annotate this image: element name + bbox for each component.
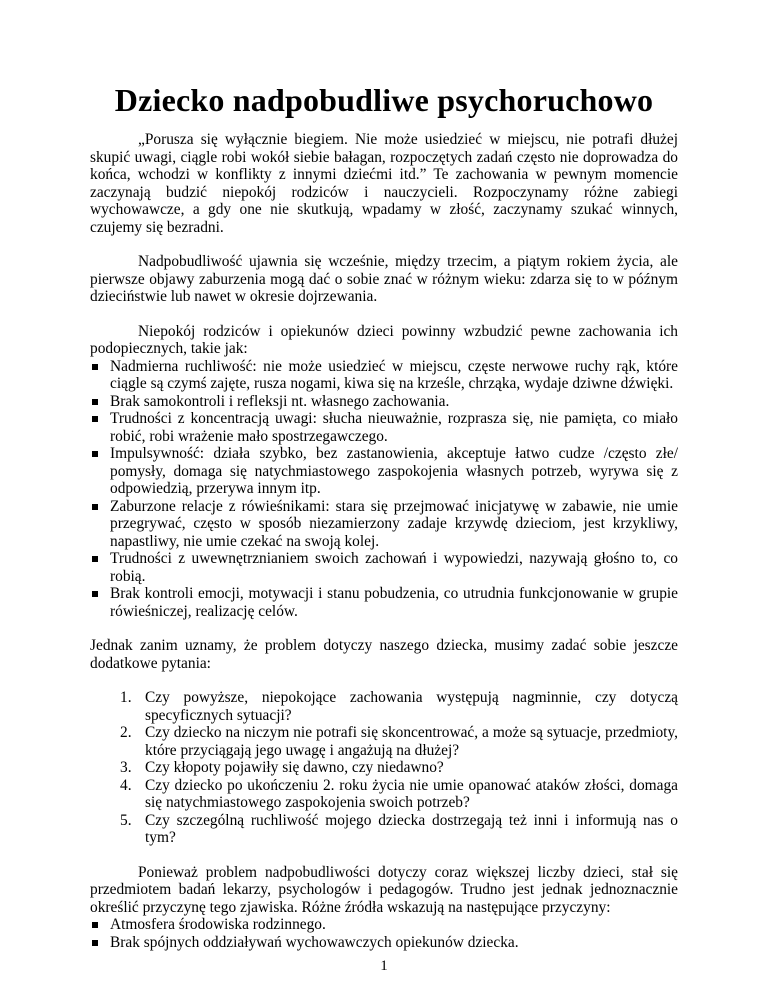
list-item xyxy=(90,689,678,724)
causes-intro-paragraph: Ponieważ problem nadpobudliwości dotyczy coraz większej liczby dzieci, stał się przedmiotem badań lekarzy, psychologów i pedagogów. Trudno jest jednak jednoznacznie określić przyczynę tego zjawiska. Różne źródła wskazują na następujące przyczyny: xyxy=(90,863,678,916)
questions-intro-paragraph: Jednak zanim uznamy, że problem dotyczy naszego dziecka, musimy zadać sobie jeszcze dodatkowe pytania: xyxy=(90,637,678,672)
intro-paragraph: „Porusza się wyłącznie biegiem. Nie może usiedzieć w miejscu, nie potrafi dłużej skupić uwagi, ciągle robi wokół siebie bałagan, rozpoczętych zadań często nie doprowadza do końca, wchodzi w konflikty z innymi dziećmi itd.” Te zachowania w pewnym momencie zaczynają budzić niepokój rodziców i nauczycieli. Rozpoczynamy różne zabiegi wychowawcze, a gdy one nie skutkują, wpadamy w złość, zaczynamy szukać winnych, czujemy się bezradni. xyxy=(90,131,678,236)
list-item: Impulsywność: działa szybko, bez zastanowienia, akceptuje łatwo cudze /często złe/ pomysły, domaga się natychmiastowego zaspokojenia własnych potrzeb, wyrywa się z odpowiedzią, przerywa innym itp. xyxy=(90,445,678,498)
list-item xyxy=(90,812,678,847)
document-body xyxy=(90,131,678,951)
question-text: Czy dziecko po ukończeniu 2. roku życia nie umie opanować ataków złości, domaga się natychmiastowego zaspokojenia swoich potrzeb? xyxy=(145,776,678,811)
list-item: Atmosfera środowiska rodzinnego. xyxy=(90,916,678,934)
question-number: 2. xyxy=(120,724,132,741)
list-item: Zaburzone relacje z rówieśnikami: stara się przejmować inicjatywę w zabawie, nie umie przegrywać, często w sposób niezamierzony zadaje krzywdę dzieciom, jest krzykliwy, napastliwy, nie umie czekać na swoją kolej. xyxy=(90,498,678,551)
symptoms-list xyxy=(90,358,678,621)
list-item: Brak kontroli emocji, motywacji i stanu pobudzenia, co utrudnia funkcjonowanie w grupie rówieśniczej, realizację celów. xyxy=(90,585,678,620)
question-text: Czy szczególną ruchliwość mojego dziecka dostrzegają też inni i informują nas o tym? xyxy=(145,811,678,846)
document-title: Dziecko nadpobudliwe psychoruchowo xyxy=(114,82,654,118)
list-item: Trudności z uwewnętrznianiem swoich zachowań i wypowiedzi, nazywają głośno to, co robią. xyxy=(90,550,678,585)
list-item: Brak samokontroli i refleksji nt. własnego zachowania. xyxy=(90,393,678,411)
causes-list xyxy=(90,916,678,951)
list-item: Nadmierna ruchliwość: nie może usiedzieć w miejscu, częste nerwowe ruchy rąk, które ciągle są czymś zajęte, rusza nogami, kiwa się na krześle, chrząka, wydaje dziwne dźwięki. xyxy=(90,358,678,393)
question-number: 1. xyxy=(120,689,132,706)
question-number: 5. xyxy=(120,811,132,829)
question-number: 3. xyxy=(120,759,132,776)
question-text: Czy kłopoty pojawiły się dawno, czy niedawno? xyxy=(145,759,444,776)
onset-paragraph: Nadpobudliwość ujawnia się wcześnie, między trzecim, a piątym rokiem życia, ale pierwsze objawy zaburzenia mogą dać o sobie znać w różnym wieku: zdarza się to w późnym dzieciństwie lub nawet w okresie dojrzewania. xyxy=(90,253,678,305)
list-item: Trudności z koncentracją uwagi: słucha nieuważnie, rozprasza się, nie pamięta, co miało robić, robi wrażenie mało spostrzegawczego. xyxy=(90,410,678,445)
list-item: Brak spójnych oddziaływań wychowawczych opiekunów dziecka. xyxy=(90,934,678,952)
list-item xyxy=(90,759,678,777)
list-item xyxy=(90,777,678,812)
page-number: 1 xyxy=(380,958,388,974)
behaviors-intro-paragraph: Niepokój rodziców i opiekunów dzieci powinny wzbudzić pewne zachowania ich podopiecznych, takie jak: xyxy=(90,322,678,357)
question-text: Czy dziecko na niczym nie potrafi się skoncentrować, a może są sytuacje, przedmioty, które przyciągają jego uwagę i angażują na dłużej? xyxy=(145,724,678,759)
questions-list xyxy=(90,689,678,847)
question-text: Czy powyższe, niepokojące zachowania występują nagminnie, czy dotyczą specyficznych sytuacji? xyxy=(145,689,678,724)
list-item xyxy=(90,724,678,759)
question-number: 4. xyxy=(120,776,132,794)
